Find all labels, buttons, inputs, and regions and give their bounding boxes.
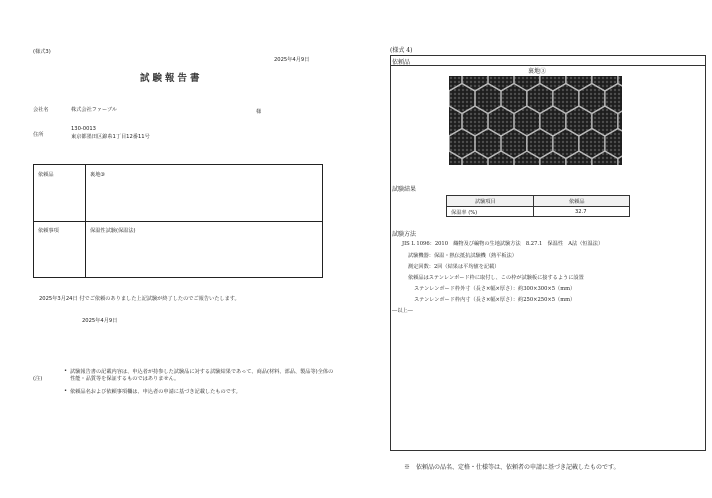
table-divider-horizontal (34, 221, 322, 222)
footnote: ※ 依頼品の品名、定格・仕様等は、依頼者の申請に基づき記載したものです。 (404, 464, 620, 471)
results-divider-horizontal (447, 206, 629, 207)
note-line: 依頼品名および依頼事項欄は、申込者の申請に基づき記載したものです。 (70, 389, 241, 395)
sample-photo (449, 76, 622, 165)
postal-code: 130-0013 (71, 126, 96, 132)
note-line: 性能・品質等を保証するものではありません。 (70, 376, 180, 382)
method-line: JIS L 1096：2010 織物及び編物の生地試験方法 8.27.1 保温性 A法（恒温法） (402, 241, 604, 247)
report-page-right (356, 0, 712, 498)
note-bullet-icon: • (64, 388, 68, 394)
sample-label: 依頼品 (38, 172, 54, 178)
hex-mesh-fabric-image (449, 76, 622, 165)
report-date-top: 2025年4月9日 (274, 57, 310, 63)
results-header-sample: 依頼品 (569, 199, 585, 205)
method-line: ステンレンボード枠外寸（長さ×幅×厚さ）：約300×300×5（mm） (414, 286, 576, 292)
photo-caption: 裏地③ (528, 68, 547, 75)
results-table (446, 195, 630, 217)
method-line: 試験機器：保温・熱伝抵抗試験機（熱平板法） (408, 253, 517, 259)
results-row-value: 32.7 (575, 208, 587, 215)
completion-statement: 2025年3月24日 付でご依頼のありました上記試験が終了したのでご報告いたします。 (39, 296, 240, 302)
method-line: ステンレンボード枠内寸（長さ×幅×厚さ）：約250×250×5（mm） (414, 297, 576, 303)
section-results: 試験結果 (392, 186, 417, 193)
honorific: 様 (256, 109, 262, 115)
report-title: 試験報告書 (140, 73, 203, 84)
end-mark: ―以上― (392, 308, 413, 314)
notes-label: (注) (33, 376, 43, 382)
results-header-item: 試験項目 (475, 199, 496, 205)
note-bullet-icon: • (64, 368, 68, 374)
method-line: 測定回数：2回（結果は平均値を記載） (408, 264, 500, 270)
frame-header-line (391, 65, 705, 66)
method-line: 依頼品はステンレンボード枠に取付し、この枠が試験板に接するように設置 (408, 275, 584, 281)
form-number: (様式 4) (390, 47, 413, 54)
report-date-bottom: 2025年4月9日 (82, 318, 118, 324)
form-number: (様式3) (33, 49, 51, 55)
sample-value: 裏地③ (90, 172, 106, 178)
request-items-label: 依頼事項 (38, 228, 59, 234)
results-row-item: 保温率 (%) (451, 209, 478, 216)
section-method: 試験方法 (392, 231, 417, 238)
company-label: 会社名 (33, 107, 49, 113)
request-items-value: 保温性試験(保温法) (90, 228, 136, 234)
section-sample: 依頼品 (392, 59, 411, 66)
request-table (33, 164, 323, 278)
company-name: 株式会社ファーブル (71, 107, 118, 113)
address-label: 住所 (33, 132, 44, 138)
address: 東京都墨田区錦糸1丁目12番11号 (71, 134, 150, 140)
note-line: 試験報告書の記載内容は、申込者が持参した試験品に対する試験結果であって、商品(材料、部品、製品等)全体の (70, 369, 334, 375)
